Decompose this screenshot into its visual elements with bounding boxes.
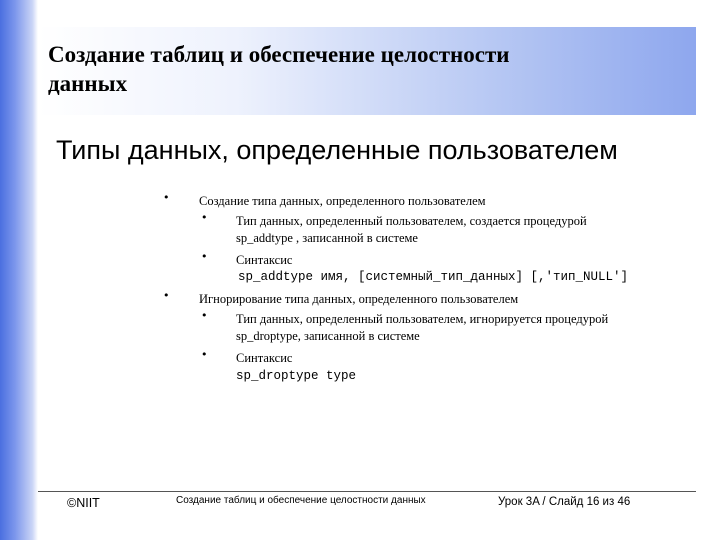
left-gradient-bar (0, 0, 38, 540)
footer-copyright: ©NIIT (67, 496, 100, 510)
footer-title: Создание таблиц и обеспечение целостности данных (176, 495, 426, 506)
item2-code: sp_droptype type (236, 369, 357, 383)
item1-sub1-line1: Тип данных, определенный пользователем, создается процедурой (236, 214, 587, 228)
item2-sub1-line1: Тип данных, определенный пользователем, игнорируется процедурой (236, 312, 609, 326)
footer-slide-number: Урок 3A / Слайд 16 из 46 (498, 496, 631, 508)
slide-title (48, 40, 668, 98)
slide-title-line2: данных (48, 71, 128, 96)
bullet-icon: • (201, 211, 208, 224)
bullet-icon: • (163, 289, 170, 302)
item1-sub2-label: Синтаксис (236, 253, 293, 267)
bullet-icon: • (163, 191, 170, 204)
item1-code: sp_addtype имя, [системный_тип_данных] [,'тип_NULL'] (238, 270, 629, 284)
slide-heading: Типы данных, определенные пользователем (56, 135, 618, 165)
item2-label: Игнорирование типа данных, определенного пользователем (199, 292, 519, 306)
bullet-icon: • (201, 309, 208, 322)
bullet-icon: • (201, 250, 208, 263)
item1-label: Создание типа данных, определенного пользователем (199, 194, 486, 208)
bullet-icon: • (201, 348, 208, 361)
item2-sub1-line2: sp_droptype, записанной в системе (236, 329, 420, 343)
item1-sub1-line2: sp_addtype , записанной в системе (236, 231, 418, 245)
slide-title-line1: Создание таблиц и обеспечение целостности (48, 42, 510, 67)
item2-sub2-label: Синтаксис (236, 351, 293, 365)
footer-divider (38, 491, 696, 492)
